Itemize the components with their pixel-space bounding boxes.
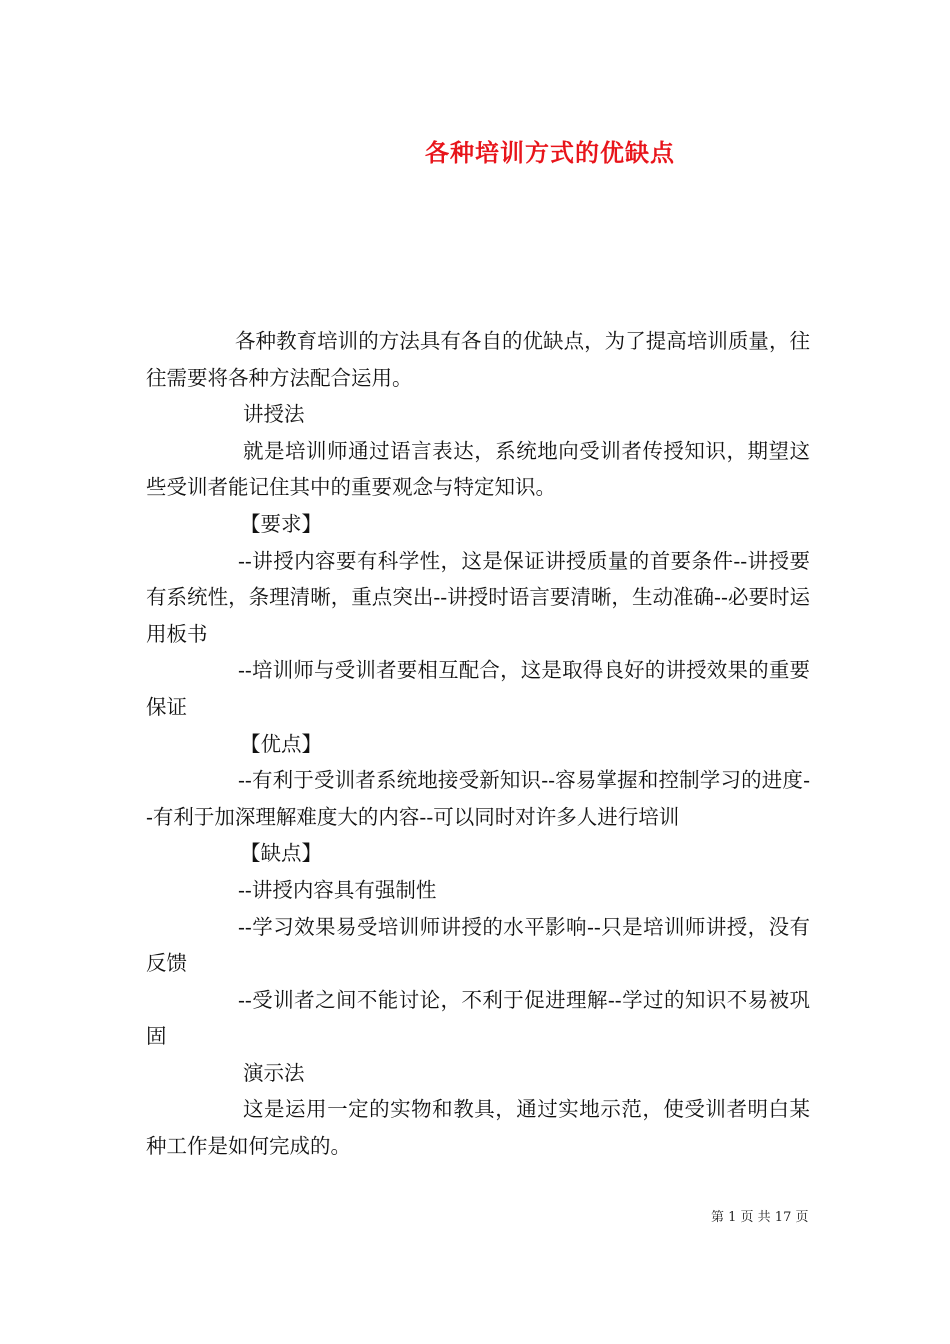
advantages-paragraph: --有利于受训者系统地接受新知识--容易掌握和控制学习的进度--有利于加深理解难度大的内容--可以同时对许多人进行培训 xyxy=(146,768,810,829)
section-heading-demonstration: 演示法 xyxy=(243,1060,305,1085)
disadvantages-paragraph-1: --讲授内容具有强制性 xyxy=(238,877,437,902)
disadvantages-paragraph-2: --学习效果易受培训师讲授的水平影响--只是培训师讲授，没有反馈 xyxy=(146,914,810,976)
document-title: 各种培训方式的优缺点 xyxy=(425,138,675,167)
requirements-paragraph-2: --培训师与受训者要相互配合，这是取得良好的讲授效果的重要保证 xyxy=(146,658,810,719)
lecture-definition-paragraph: 就是培训师通过语言表达，系统地向受训者传授知识，期望这些受训者能记住其中的重要观念与特定知识。 xyxy=(146,438,810,500)
demonstration-definition-paragraph: 这是运用一定的实物和教具，通过实地示范，使受训者明白某种工作是如何完成的。 xyxy=(146,1097,810,1159)
document-body xyxy=(146,323,810,1165)
requirements-paragraph-1: --讲授内容要有科学性，这是保证讲授质量的首要条件--讲授要有系统性，条理清晰，重点突出--讲授时语言要清晰，生动准确--必要时运用板书 xyxy=(146,548,810,646)
section-heading-lecture: 讲授法 xyxy=(243,402,305,427)
intro-paragraph: 各种教育培训的方法具有各自的优缺点，为了提高培训质量，往往需要将各种方法配合运用。 xyxy=(146,329,810,390)
page-number: 第 1 页 共 17 页 xyxy=(711,1210,809,1225)
advantages-heading: 【优点】 xyxy=(240,731,322,756)
disadvantages-heading: 【缺点】 xyxy=(240,841,322,866)
disadvantages-paragraph-3: --受训者之间不能讨论，不利于促进理解--学过的知识不易被巩固 xyxy=(146,987,810,1049)
requirements-heading: 【要求】 xyxy=(240,511,322,536)
